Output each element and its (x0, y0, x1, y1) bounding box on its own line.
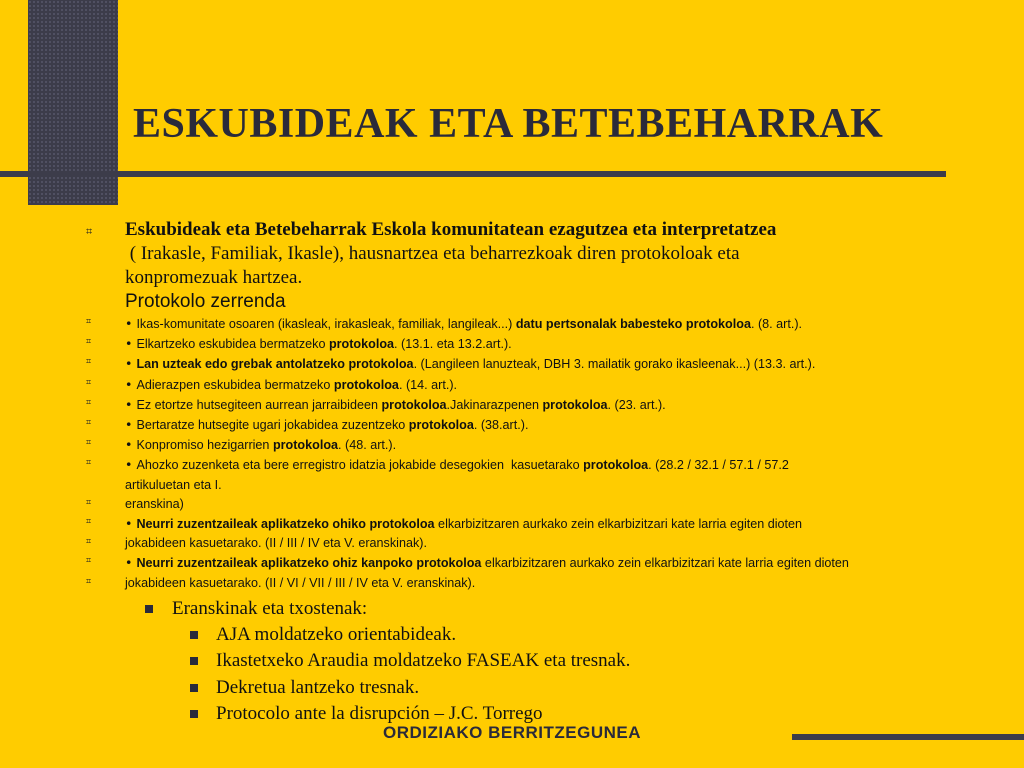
protocol-item-text (125, 375, 986, 395)
hash-bullet-icon: ⌗ (86, 517, 92, 528)
protocol-list (86, 314, 986, 593)
item-bold-text: protokoloa (583, 458, 649, 473)
item-text: . (13.1. eta 13.2.art.). (394, 337, 512, 352)
hash-bullet-icon: ⌗ (86, 537, 92, 548)
protocol-item-text (125, 354, 986, 374)
item-text: . (Langileen lanuzteak, DBH 3. mailatik gorako ikasleenak...) (13.3. art.). (413, 357, 816, 372)
dot-bullet-icon: • (125, 516, 133, 532)
footer-org-name: ORDIZIAKO BERRITZEGUNEA (383, 723, 641, 742)
protocol-list-item (86, 553, 986, 573)
protocol-item-text (125, 435, 986, 455)
item-bold-text: protokoloa (328, 337, 395, 352)
item-bold-text: protokoloa (333, 377, 399, 392)
main-bullet-item (86, 218, 986, 314)
item-bold-text: protokoloa (272, 438, 339, 453)
dot-bullet-icon: • (125, 396, 133, 412)
hash-bullet-icon: ⌗ (86, 458, 92, 469)
hash-bullet-icon: ⌗ (86, 556, 92, 567)
protocol-item-text (125, 455, 986, 494)
protocol-item-text (125, 314, 986, 334)
protocol-list-item (86, 435, 986, 455)
square-bullet-icon (145, 605, 153, 613)
item-bold-text: protokoloa (381, 397, 447, 412)
item-text: elkarbizitzaren aurkako zein elkarbizitzari kate larria egiten dioten (481, 556, 849, 571)
protocol-list-item (86, 574, 986, 593)
item-text: Konpromiso hezigarrien (136, 438, 273, 453)
protocol-item-text (125, 553, 986, 573)
protocol-list-item (86, 314, 986, 334)
annex-item-text: AJA moldatzeko orientabideak. (216, 623, 457, 645)
protocol-list-item (86, 375, 986, 395)
protocol-list-item (86, 354, 986, 374)
dot-bullet-icon: • (125, 555, 133, 571)
protocol-list-item (86, 415, 986, 435)
protocol-list-item (86, 455, 986, 494)
protocol-item-text (125, 415, 986, 435)
item-bold-text: datu pertsonalak babesteko protokoloa (515, 317, 751, 331)
square-bullet-icon (190, 710, 198, 718)
dot-bullet-icon: • (125, 336, 133, 352)
annex-list-item (86, 648, 986, 675)
hash-bullet-icon: ⌗ (86, 576, 92, 587)
annex-list-item (86, 622, 986, 649)
item-bold-text: Neurri zuzentzaileak aplikatzeko ohiz kanpoko protokoloa (136, 556, 482, 571)
item-bold-text: protokoloa (408, 418, 474, 433)
dot-bullet-icon: • (125, 376, 133, 392)
dot-bullet-icon: • (125, 457, 133, 473)
annex-item-text: Protocolo ante la disrupción – J.C. Torrego (216, 703, 543, 725)
square-bullet-icon (190, 631, 198, 639)
item-plain-text: jokabideen kasuetarako. (II / VI / VII / III / IV eta V. eranskinak). (125, 575, 476, 590)
annex-list-item (86, 675, 986, 702)
hash-bullet-icon: ⌗ (86, 438, 92, 449)
square-bullet-icon (190, 684, 198, 692)
dot-bullet-icon: • (125, 417, 133, 433)
dot-bullet-icon: • (125, 316, 133, 331)
protocol-item-text (125, 495, 986, 514)
hash-bullet-icon: ⌗ (86, 225, 93, 238)
item-plain-text: jokabideen kasuetarako. (II / III / IV eta V. eranskinak). (125, 536, 427, 551)
square-bullet-icon (190, 657, 198, 665)
page-title: ESKUBIDEAK ETA BETEBEHARRAK (133, 101, 884, 147)
item-bold-text: Lan uzteak edo grebak antolatzeko protokoloa (136, 357, 414, 372)
hash-bullet-icon: ⌗ (86, 317, 92, 327)
footer-rule (792, 734, 1024, 740)
item-text: Adierazpen eskubidea bermatzeko (136, 377, 334, 392)
content-area (86, 218, 986, 728)
protocol-item-text (125, 514, 986, 534)
item-text: Bertaratze hutsegite ugari jokabidea zuzentzeko (136, 418, 409, 433)
item-text: .Jakinarazpenen (446, 397, 543, 412)
protocol-list-item (86, 334, 986, 354)
hash-bullet-icon: ⌗ (86, 397, 92, 408)
hash-bullet-icon: ⌗ (86, 418, 92, 429)
main-item-line-2: ( Irakasle, Familiak, Ikasle), hausnartzea eta beharrezkoak diren protokoloak eta (125, 243, 740, 264)
annex-item-text: Ikastetxeko Araudia moldatzeko FASEAK eta tresnak. (216, 650, 631, 672)
main-item-line-3: konpromezuak hartzea. (125, 267, 303, 288)
dot-bullet-icon: • (125, 356, 133, 372)
dot-bullet-icon: • (125, 437, 133, 453)
protocol-item-text (125, 334, 986, 354)
protocol-item-text (125, 534, 986, 553)
item-text: . (8. art.). (750, 317, 803, 331)
hash-bullet-icon: ⌗ (86, 497, 92, 508)
item-text: Ez etortze hutsegiteen aurrean jarraibideen (136, 397, 382, 412)
protocol-list-item (86, 514, 986, 534)
annex-heading: Eranskinak eta txostenak: (172, 597, 368, 619)
annex-item-text: Dekretua lantzeko tresnak. (216, 676, 420, 698)
item-text: . (38.art.). (473, 418, 529, 433)
item-text: Ikas-komunitate osoaren (ikasleak, irakasleak, familiak, langileak...) (136, 317, 516, 331)
hash-bullet-icon: ⌗ (86, 357, 92, 368)
item-bold-text: Neurri zuzentzaileak aplikatzeko ohiko protokoloa (136, 517, 435, 532)
hash-bullet-icon: ⌗ (86, 337, 92, 348)
item-text: . (28.2 / 32.1 / 57.1 / 57.2 (648, 458, 789, 473)
item-continuation-text: artikuluetan eta I. (125, 477, 222, 492)
item-text: . (23. art.). (607, 397, 666, 412)
title-underline-rule (0, 171, 946, 177)
item-text: Ahozko zuzenketa eta bere erregistro idatzia jokabide desegokien kasuetarako (136, 458, 584, 473)
annex-list (86, 622, 986, 728)
protocol-item-text (125, 574, 986, 593)
item-text: elkarbizitzaren aurkako zein elkarbizitzari kate larria egiten dioten (434, 517, 803, 532)
protocol-list-item (86, 395, 986, 415)
hash-bullet-icon: ⌗ (86, 377, 92, 388)
item-text: Elkartzeko eskubidea bermatzeko (136, 337, 329, 352)
item-text: . (48. art.). (338, 438, 397, 453)
item-plain-text: eranskina) (125, 496, 184, 511)
main-item-heading: Eskubideak eta Betebeharrak Eskola komunitatean ezagutzea eta interpretatzea (125, 219, 777, 240)
protocol-item-text (125, 395, 986, 415)
protocol-list-item (86, 495, 986, 514)
protocol-list-heading: Protokolo zerrenda (125, 291, 286, 312)
protocol-list-item (86, 534, 986, 553)
item-text: . (14. art.). (398, 377, 458, 392)
item-bold-text: protokoloa (542, 397, 608, 412)
annex-heading-row (86, 596, 986, 622)
